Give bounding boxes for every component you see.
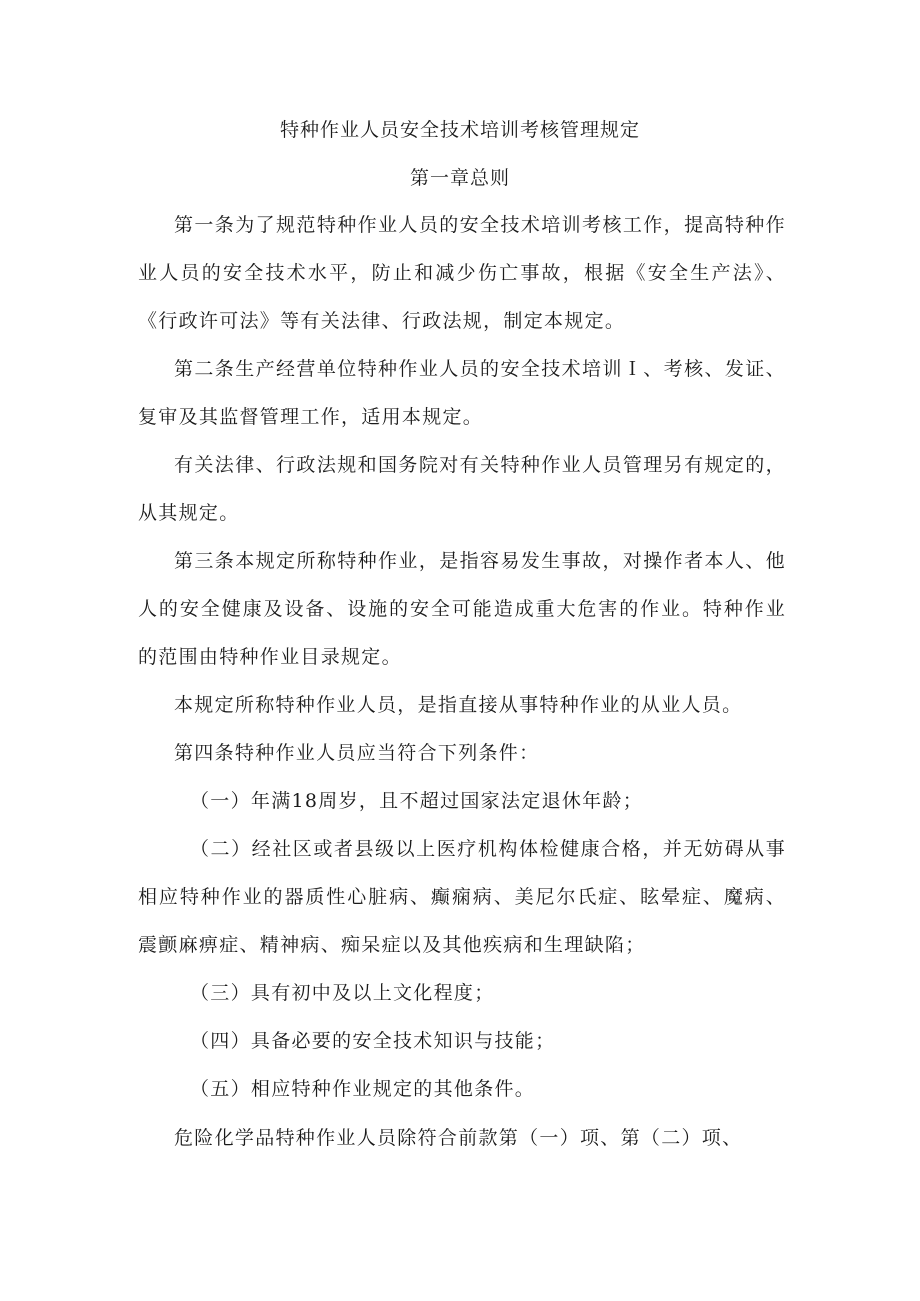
exception-paragraph: 有关法律、行政法规和国务院对有关特种作业人员管理另有规定的，从其规定。 (138, 454, 786, 524)
condition-item-2: （二）经社区或者县级以上医疗机构体检健康合格，并无妨碍从事相应特种作业的器质性心脏病、癫痫病、美尼尔氏症、眩晕症、魔病、震颤麻痹症、精神病、痴呆症以及其他疾病和生理缺陷； (138, 838, 786, 956)
article-1-paragraph: 第一条为了规范特种作业人员的安全技术培训考核工作，提高特种作业人员的安全技术水平，防止和减少伤亡事故，根据《安全生产法》、《行政许可法》等有关法律、行政法规，制定本规定。 (138, 214, 786, 332)
condition-item-4: （四）具备必要的安全技术知识与技能； (190, 1030, 556, 1052)
hazardous-chemicals-paragraph: 危险化学品特种作业人员除符合前款第（一）项、第（二）项、 (174, 1127, 743, 1149)
document-title: 特种作业人员安全技术培训考核管理规定 (279, 119, 640, 141)
article-4-paragraph: 第四条特种作业人员应当符合下列条件： (174, 742, 540, 764)
article-3-paragraph: 第三条本规定所称特种作业，是指容易发生事故，对操作者本人、他人的安全健康及设备、设施的安全可能造成重大危害的作业。特种作业的范围由特种作业目录规定。 (138, 550, 786, 668)
definition-paragraph: 本规定所称特种作业人员，是指直接从事特种作业的从业人员。 (174, 694, 743, 716)
condition-item-3: （三）具有初中及以上文化程度； (190, 982, 495, 1004)
article-2-paragraph: 第二条生产经营单位特种作业人员的安全技术培训Ｉ、考核、发证、复审及其监督管理工作，适用本规定。 (138, 358, 786, 428)
chapter-heading: 第一章总则 (409, 167, 510, 189)
condition-item-1: （一）年满18周岁，且不超过国家法定退休年龄； (190, 790, 644, 812)
condition-item-5: （五）相应特种作业规定的其他条件。 (190, 1078, 536, 1100)
